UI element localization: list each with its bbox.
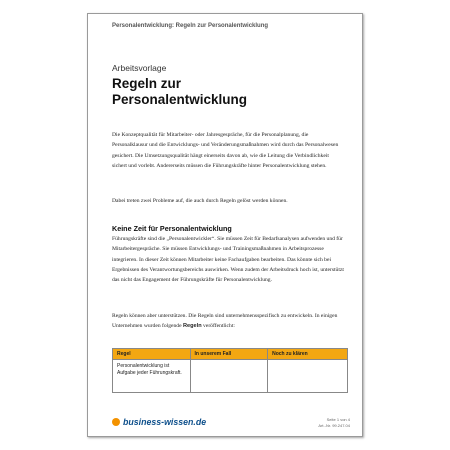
title-line-1: Regeln zur: [112, 76, 182, 91]
logo-dot-icon: [112, 418, 120, 426]
column-header-to-clarify: Noch zu klären: [268, 349, 348, 360]
page-number: Seite 1 von 4: [326, 417, 350, 422]
document-kicker: Arbeitsvorlage: [112, 63, 167, 73]
rules-table: [112, 348, 348, 393]
paragraph-rules-text: Regeln können aber unterstützen. Die Regeln sind unternehmensspezifisch zu entwickeln. In einigen Unternehmen wurden folgende: [112, 313, 338, 330]
title-line-2: Personalentwicklung: [112, 92, 248, 107]
table-cell: [268, 360, 348, 393]
paragraph-rules: [112, 311, 344, 332]
document-title: [112, 76, 342, 108]
table-row: [113, 360, 348, 393]
table-cell: Personalentwicklung ist Aufgabe jeder Führungskraft.: [113, 360, 191, 393]
paragraph-problems: Dabei treten zwei Probleme auf, die auch durch Regeln gelöst werden können.: [112, 198, 288, 204]
table-cell: [190, 360, 268, 393]
article-number: Art.-Nr. 99.247.04: [318, 423, 350, 428]
footer-info: [318, 417, 350, 429]
section-heading: Keine Zeit für Personalentwicklung: [112, 224, 232, 233]
paragraph-intro: Die Konzeptqualität für Mitarbeiter- oder Jahresgespräche, für die Personalplanung, die Personalklausur und die Entwicklungs- und Veränderungsmaßnahmen wird durch das Personalwesen gesichert. Die Umsetzungsqualität hängt einerseits davon ab, wie die Leitung die Verbindlichkeit sichert und vorlebt. Andererseits müssen die Führungskräfte hinter Personalentwicklung stehen.: [112, 132, 339, 169]
paragraph-rules-bold: Regeln: [182, 323, 202, 330]
document-page: [87, 13, 363, 437]
column-header-our-case: In unserem Fall: [190, 349, 268, 360]
table-header-row: [113, 349, 348, 360]
logo-text: business-wissen.de: [123, 417, 207, 427]
paragraph-section: Führungskräfte sind die „Personalentwickler“. Sie müssen Zeit für Bedarfsanalysen aufwenden und für Mitarbeitergespräche. Sie müssen Entwicklungs- und Trainingsmaßnahmen in Arbeitsprozesse integrieren. In dieser Zeit können Mitarbeiter keine Fachaufgaben bearbeiten. Das könnte sich bei Ergebnissen des Verantwortungsbereichs auswirken. Wenn zudem der Arbeitsdruck hoch ist, unterstützt das nicht das Engagement der Führungskräfte für Personalentwicklung.: [112, 236, 344, 284]
column-header-rule: Regel: [113, 349, 191, 360]
running-header: Personalentwicklung: Regeln zur Personalentwicklung: [112, 23, 269, 29]
paragraph-rules-end: veröffentlicht:: [201, 323, 235, 330]
business-wissen-logo: [112, 417, 206, 427]
